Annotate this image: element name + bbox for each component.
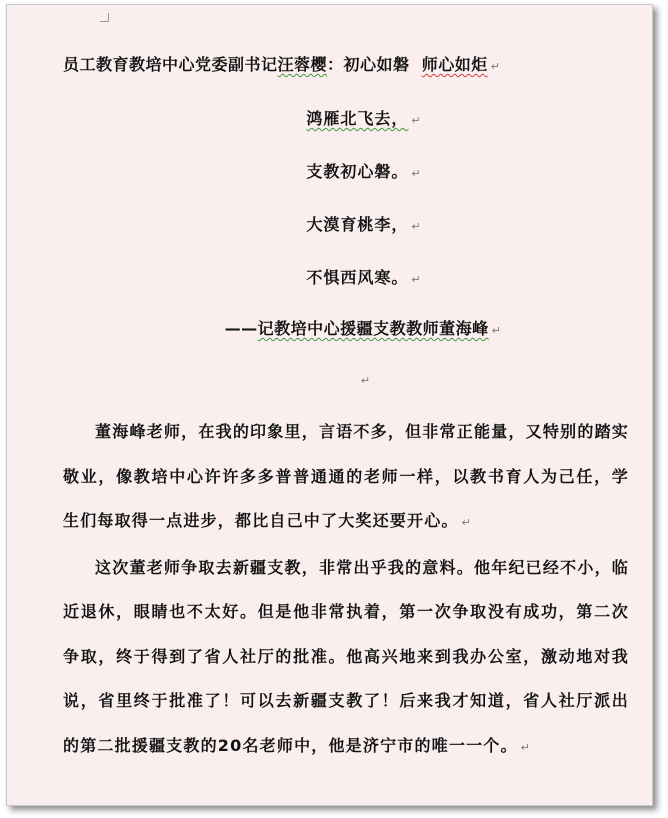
poem-line	[99, 145, 629, 198]
poem-line-text: 支教初心磐。	[306, 162, 409, 181]
subtitle-dash: ——	[224, 319, 258, 338]
title-prefix: 员工教育教培中心党委副书记	[63, 55, 278, 74]
empty-paragraph	[99, 354, 629, 404]
paragraph-text: 董海峰老师，在我的印象里，言语不多，但非常正能量，又特别的踏实敬业，像教培中心许许多多普普通通的老师一样，以教书育人为己任，学生们每取得一点进步，都比自己中了大奖还要开心。	[63, 422, 629, 530]
paragraph-mark: ↵	[411, 220, 422, 233]
subtitle-text: 记教培中心援疆支教教师董海峰	[257, 319, 489, 338]
document-body[interactable]	[63, 51, 629, 770]
document-title	[63, 51, 629, 79]
paragraph-mark: ↵	[360, 374, 371, 387]
title-separator: ：	[327, 55, 344, 74]
title-phrase-1: 初心如磐	[343, 55, 410, 74]
document-subtitle	[97, 304, 629, 354]
poem-line	[99, 198, 629, 251]
poem-line-text: 鸿雁北飞去，	[306, 109, 409, 128]
paragraph-text: 这次董老师争取去新疆支教，非常出乎我的意料。他年纪已经不小，临近退休，眼睛也不太好。但是他非常执着，第一次争取没有成功，第二次争取，终于得到了省人社厅的批准。他高兴地来到我办公室，激动地对我说，省里终于批准了！可以去新疆支教了！后来我才知道，省人社厅派出的第二批援疆支教的20名老师中，他是济宁市的唯一一个。	[63, 557, 629, 755]
poem-line	[99, 92, 629, 145]
title-name: 汪蓉樱	[277, 55, 328, 74]
poem-line	[99, 251, 629, 304]
document-page	[6, 4, 653, 806]
body-paragraph	[63, 410, 629, 546]
title-gap	[410, 55, 422, 74]
title-phrase-2: 师心如炬	[421, 55, 488, 74]
body-paragraph	[63, 546, 629, 771]
paragraph-mark: ↵	[411, 167, 422, 180]
paragraph-mark: ↵	[411, 114, 422, 127]
paragraph-mark: ↵	[520, 740, 532, 754]
poem-line-text: 不惧西风寒。	[306, 268, 409, 287]
paragraph-mark: ↵	[491, 324, 502, 337]
margin-corner-mark	[100, 13, 109, 22]
paragraph-mark: ↵	[411, 273, 422, 286]
paragraph-mark: ↵	[461, 516, 473, 529]
paragraph-mark: ↵	[490, 60, 501, 73]
poem-line-text: 大漠育桃李，	[306, 215, 409, 234]
